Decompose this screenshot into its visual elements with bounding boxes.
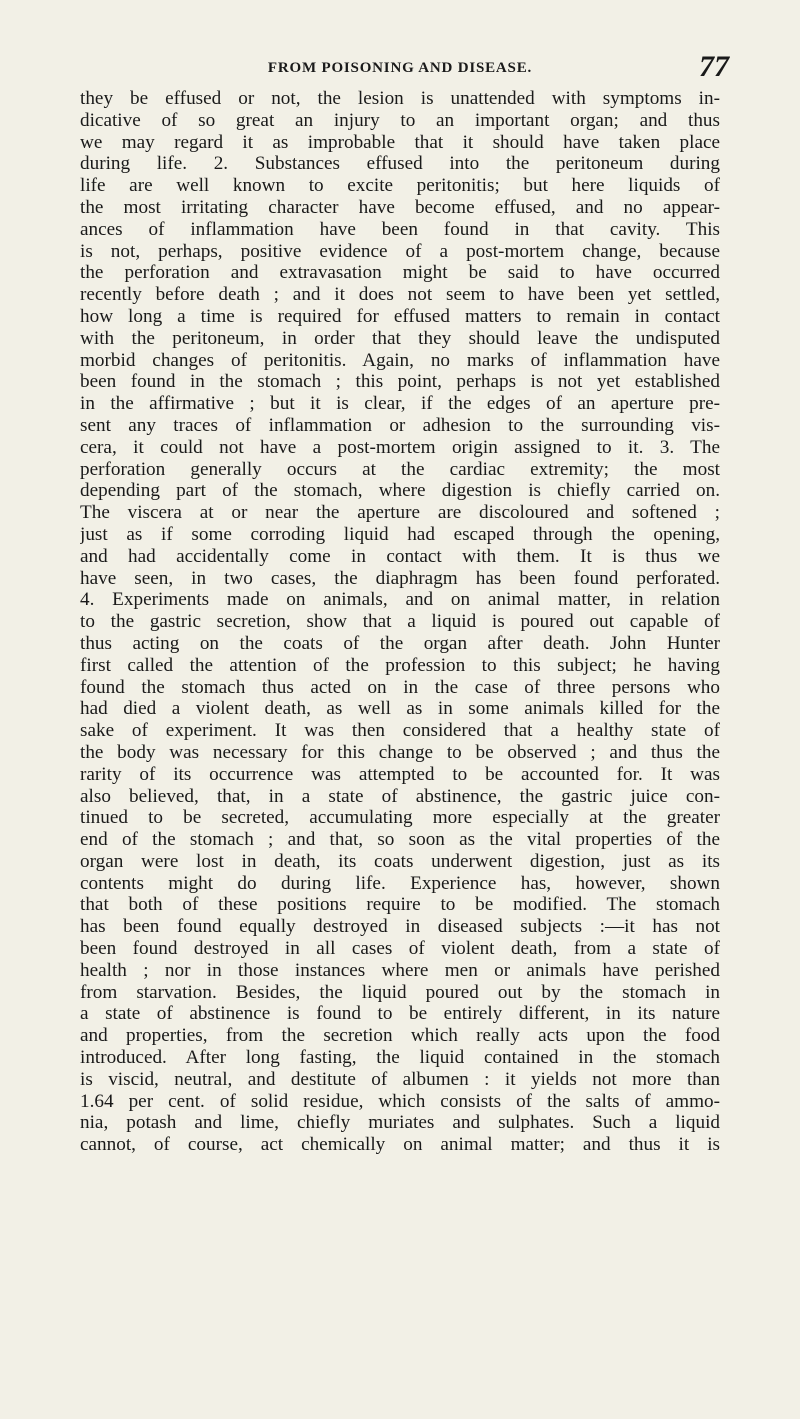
text-line: is viscid, neutral, and destitute of albumen : it yields not more than [80,1068,720,1090]
text-line: has been found equally destroyed in diseased subjects :—it has not [80,916,720,938]
text-line: sake of experiment. It was then considered that a healthy state of [80,720,720,742]
text-line: cera, it could not have a post-mortem origin assigned to it. 3. The [80,436,720,458]
text-line: with the peritoneum, in order that they should leave the undisputed [80,327,720,349]
text-line: they be effused or not, the lesion is unattended with symptoms in- [80,88,720,109]
page-number: 77 [699,50,729,83]
text-line: and properties, from the secretion which really acts upon the food [80,1025,720,1047]
text-line: life are well known to excite peritonitis; but here liquids of [80,175,720,197]
text-line: sent any traces of inflammation or adhesion to the surrounding vis- [80,414,720,436]
text-line: also believed, that, in a state of abstinence, the gastric juice con- [80,785,720,807]
text-line: 1.64 per cent. of solid residue, which consists of the salts of ammo- [80,1090,720,1112]
text-line: cannot, of course, act chemically on animal matter; and thus it is [80,1134,720,1156]
text-line: is not, perhaps, positive evidence of a post-mortem change, because [80,240,720,262]
text-line: tinued to be secreted, accumulating more especially at the greater [80,807,720,829]
text-line: the perforation and extravasation might be said to have occurred [80,262,720,284]
text-line: recently before death ; and it does not seem to have been yet settled, [80,284,720,306]
text-line: we may regard it as improbable that it should have taken place [80,131,720,153]
text-line: the most irritating character have become effused, and no appear- [80,196,720,218]
body-text [80,88,720,1156]
text-line: perforation generally occurs at the cardiac extremity; the most [80,458,720,480]
text-line: from starvation. Besides, the liquid poured out by the stomach in [80,981,720,1003]
text-line: depending part of the stomach, where digestion is chiefly carried on. [80,480,720,502]
text-line: that both of these positions require to be modified. The stomach [80,894,720,916]
text-line: contents might do during life. Experience has, however, shown [80,872,720,894]
text-line: first called the attention of the profession to this subject; he having [80,654,720,676]
text-line: rarity of its occurrence was attempted to be accounted for. It was [80,763,720,785]
text-line: been found destroyed in all cases of violent death, from a state of [80,938,720,960]
text-line: the body was necessary for this change to be observed ; and thus the [80,741,720,763]
text-line: been found in the stomach ; this point, perhaps is not yet established [80,371,720,393]
text-line: morbid changes of peritonitis. Again, no marks of inflammation have [80,349,720,371]
text-line: introduced. After long fasting, the liquid contained in the stomach [80,1047,720,1069]
text-line: nia, potash and lime, chiefly muriates and sulphates. Such a liquid [80,1112,720,1134]
text-line: 4. Experiments made on animals, and on animal matter, in relation [80,589,720,611]
text-line: end of the stomach ; and that, so soon as the vital properties of the [80,829,720,851]
text-line: health ; nor in those instances where men or animals have perished [80,959,720,981]
text-line: thus acting on the coats of the organ after death. John Hunter [80,632,720,654]
text-line: had died a violent death, as well as in some animals killed for the [80,698,720,720]
text-line: organ were lost in death, its coats underwent digestion, just as its [80,850,720,872]
text-line: how long a time is required for effused matters to remain in contact [80,305,720,327]
running-head: FROM POISONING AND DISEASE. [267,60,533,76]
text-line: just as if some corroding liquid had escaped through the opening, [80,523,720,545]
text-line: and had accidentally come in contact with them. It is thus we [80,545,720,567]
text-line: ances of inflammation have been found in that cavity. This [80,218,720,240]
text-line: during life. 2. Substances effused into the peritoneum during [80,153,720,175]
text-line: have seen, in two cases, the diaphragm has been found perforated. [80,567,720,589]
text-line: to the gastric secretion, show that a liquid is poured out capable of [80,611,720,633]
text-line: a state of abstinence is found to be entirely different, in its nature [80,1003,720,1025]
text-line: dicative of so great an injury to an important organ; and thus [80,109,720,131]
text-line: in the affirmative ; but it is clear, if the edges of an aperture pre- [80,393,720,415]
text-line: The viscera at or near the aperture are discoloured and softened ; [80,502,720,524]
text-line: found the stomach thus acted on in the case of three persons who [80,676,720,698]
